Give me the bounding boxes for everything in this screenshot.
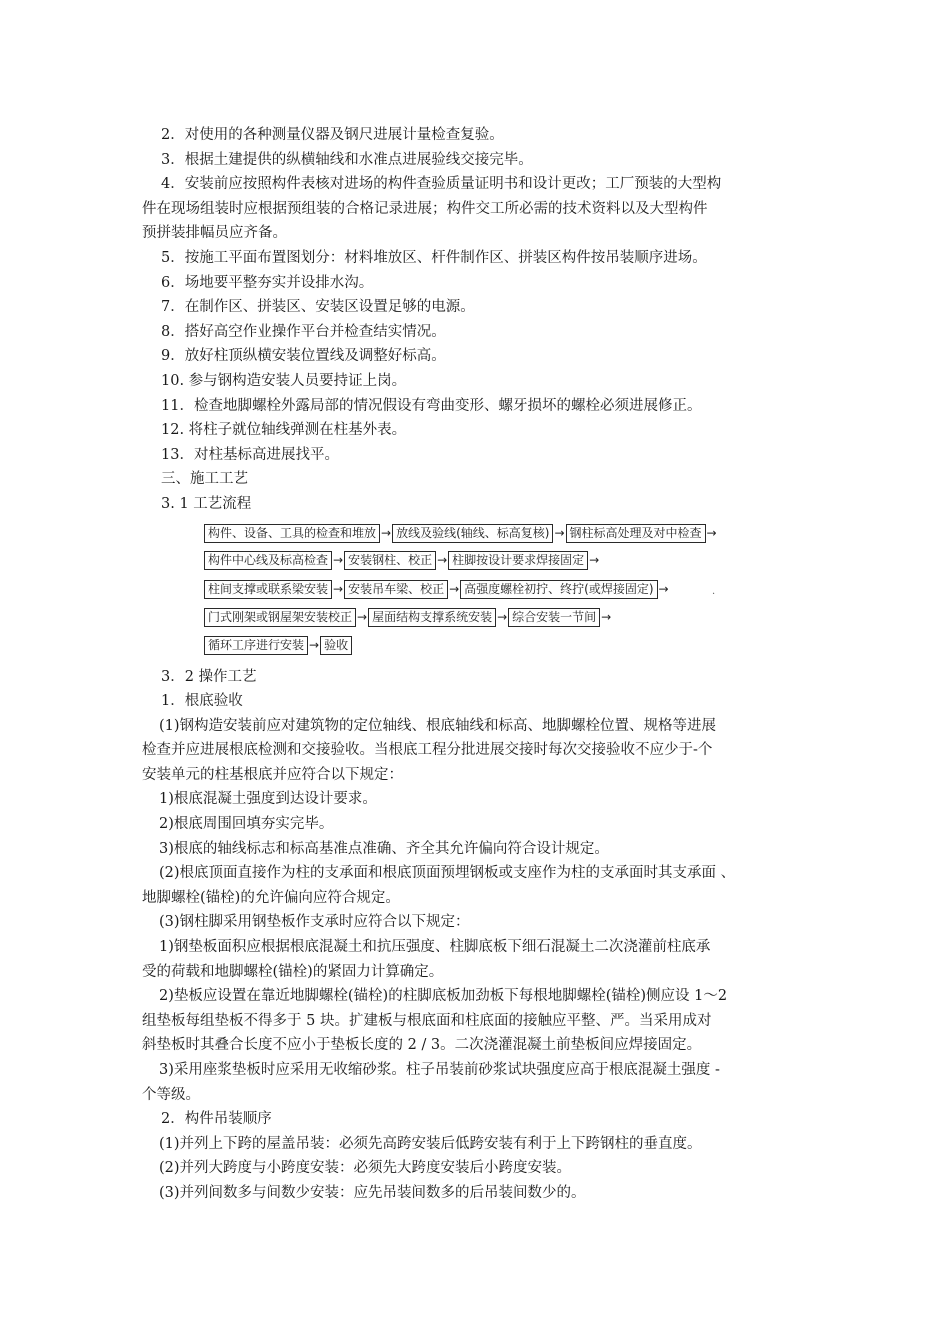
arrow-icon: → [601, 610, 612, 625]
text-line: 组垫板每组垫板不得多于 5 块。扩建板与根底面和柱底面的接触应平整、严。当采用成对 [142, 1012, 712, 1029]
text-line: 12. 将柱子就位轴线弹测在柱基外表。 [161, 422, 407, 439]
text-line: 13．对柱基标高进展找平。 [161, 446, 339, 463]
text-line: 个等级。 [142, 1086, 200, 1103]
flow-row [204, 607, 612, 629]
flow-step: 钢柱标高处理及对中检查 [566, 524, 706, 543]
arrow-icon: → [706, 526, 717, 541]
text-line: 预拼装排幅员应齐备。 [142, 225, 287, 242]
flow-row [204, 523, 718, 545]
arrow-icon: → [554, 526, 565, 541]
text-line: 10. 参与钢构造安装人员要持证上岗。 [161, 372, 407, 389]
arrow-icon: → [449, 582, 460, 597]
text-line: 6．场地要平整夯实并设排水沟。 [161, 274, 374, 291]
text-line: 2)垫板应设置在靠近地脚螺栓(锚栓)的柱脚底板加劲板下每根地脚螺栓(锚栓)侧应设 1～2 [159, 988, 728, 1005]
text-line: (1)钢构造安装前应对建筑物的定位轴线、根底轴线和标高、地脚螺栓位置、规格等进展 [159, 717, 717, 734]
text-line: 1．根底验收 [161, 693, 243, 710]
flow-step: 安装钢柱、校正 [344, 551, 436, 570]
text-line: (2)根底顶面直接作为柱的支承面和根底顶面预埋钢板或支座作为柱的支承面时其支承面 、 [159, 865, 736, 882]
text-line: 1)钢垫板面积应根据根底混凝土和抗压强度、柱脚底板下细石混凝土二次浇灌前柱底承 [159, 939, 711, 956]
flow-step: 安装吊车梁、校正 [344, 580, 448, 599]
arrow-icon: → [658, 582, 669, 597]
subsection-heading: 3. 1 工艺流程 [161, 495, 252, 512]
text-line: 3．根据土建提供的纵横轴线和水准点进展验线交接完毕。 [161, 151, 533, 168]
text-line: 2．构件吊装顺序 [161, 1111, 272, 1128]
text-line: 检查并应进展根底检测和交接验收。当根底工程分批进展交接时每次交接验收不应少于-个 [142, 742, 713, 759]
text-line: (1)并列上下跨的屋盖吊装：必须先高跨安装后低跨安装有利于上下跨钢柱的垂直度。 [159, 1135, 702, 1152]
text-line: 7．在制作区、拼装区、安装区设置足够的电源。 [161, 299, 475, 316]
text-line: 11．检查地脚螺栓外露局部的情况假设有弯曲变形、螺牙损坏的螺栓必须进展修正。 [161, 397, 702, 414]
flow-step: 屋面结构支撑系统安装 [368, 608, 496, 627]
flow-row [204, 579, 670, 601]
flow-step: 柱间支撑或联系梁安装 [204, 580, 332, 599]
flow-step: 构件中心线及标高检查 [204, 551, 332, 570]
text-line: (2)并列大跨度与小跨度安装：必须先大跨度安装后小跨度安装。 [159, 1160, 572, 1177]
text-block-bottom [142, 665, 822, 1206]
text-line: 3)采用座浆垫板时应采用无收缩砂浆。柱子吊装前砂浆试块强度应高于根底混凝土强度 - [159, 1062, 720, 1078]
text-block-top [142, 123, 822, 517]
text-line: 3)根底的轴线标志和标高基准点准确、齐全其允许偏向符合设计规定。 [159, 840, 609, 857]
flow-step: 门式刚架或钢屋架安装校正 [204, 608, 356, 627]
flow-step: 综合安装一节间 [508, 608, 600, 627]
text-line: 安装单元的柱基根底并应符合以下规定： [142, 766, 403, 783]
document-body [142, 123, 822, 1206]
subsection-heading: 3．2 操作工艺 [161, 668, 257, 685]
flow-step: 循环工序进行安装 [204, 636, 308, 655]
flow-step: 验收 [320, 636, 352, 655]
arrow-icon: → [589, 553, 600, 568]
text-line: 2)根底周围回填夯实完毕。 [159, 816, 334, 833]
arrow-icon: → [333, 553, 344, 568]
section-heading: 三、施工工艺 [161, 471, 248, 488]
text-line: 2．对使用的各种测量仪器及钢尺进展计量检查复验。 [161, 127, 504, 143]
flow-row [204, 550, 600, 572]
flow-row [204, 635, 352, 657]
text-line: 1)根底混凝土强度到达设计要求。 [159, 791, 377, 808]
flow-step: 构件、设备、工具的检查和堆放 [204, 524, 380, 543]
arrow-icon: → [437, 553, 448, 568]
text-line: 9．放好柱顶纵横安装位置线及调整好标高。 [161, 348, 446, 365]
flow-step: 高强度螺栓初拧、终拧(或焊接固定) [460, 580, 657, 599]
arrow-icon: → [333, 582, 344, 597]
text-line: 地脚螺栓(锚栓)的允许偏向应符合规定。 [142, 889, 400, 906]
flow-step: 柱脚按设计要求焊接固定 [448, 551, 588, 570]
arrow-icon: → [381, 526, 392, 541]
flow-step: 放线及验线(轴线、标高复核) [392, 524, 553, 543]
arrow-icon: → [497, 610, 508, 625]
text-line: 斜垫板时其叠合长度不应小于垫板长度的 2 / 3。二次浇灌混凝土前垫板间应焊接固定。 [142, 1037, 702, 1054]
arrow-icon: → [309, 638, 320, 653]
text-line: 件在现场组装时应根据预组装的合格记录进展；构件交工所必需的技术资料以及大型构件 [142, 200, 708, 217]
text-line: 4．安装前应按照构件表核对进场的构件查验质量证明书和设计更改；工厂预装的大型构 [161, 176, 722, 193]
process-flowchart [204, 520, 822, 662]
text-line: (3)并列间数多与间数少安装：应先吊装间数多的后吊装间数少的。 [159, 1184, 586, 1201]
text-line: 受的荷载和地脚螺栓(锚栓)的紧固力计算确定。 [142, 963, 444, 980]
text-line: 8．搭好高空作业操作平台并检查结实情况。 [161, 323, 446, 340]
text-line: (3)钢柱脚采用钢垫板作支承时应符合以下规定： [159, 914, 470, 931]
arrow-icon: → [357, 610, 368, 625]
scan-speck: · [712, 588, 716, 600]
text-line: 5．按施工平面布置图划分：材料堆放区、杆件制作区、拼装区构件按吊装顺序进场。 [161, 249, 707, 266]
